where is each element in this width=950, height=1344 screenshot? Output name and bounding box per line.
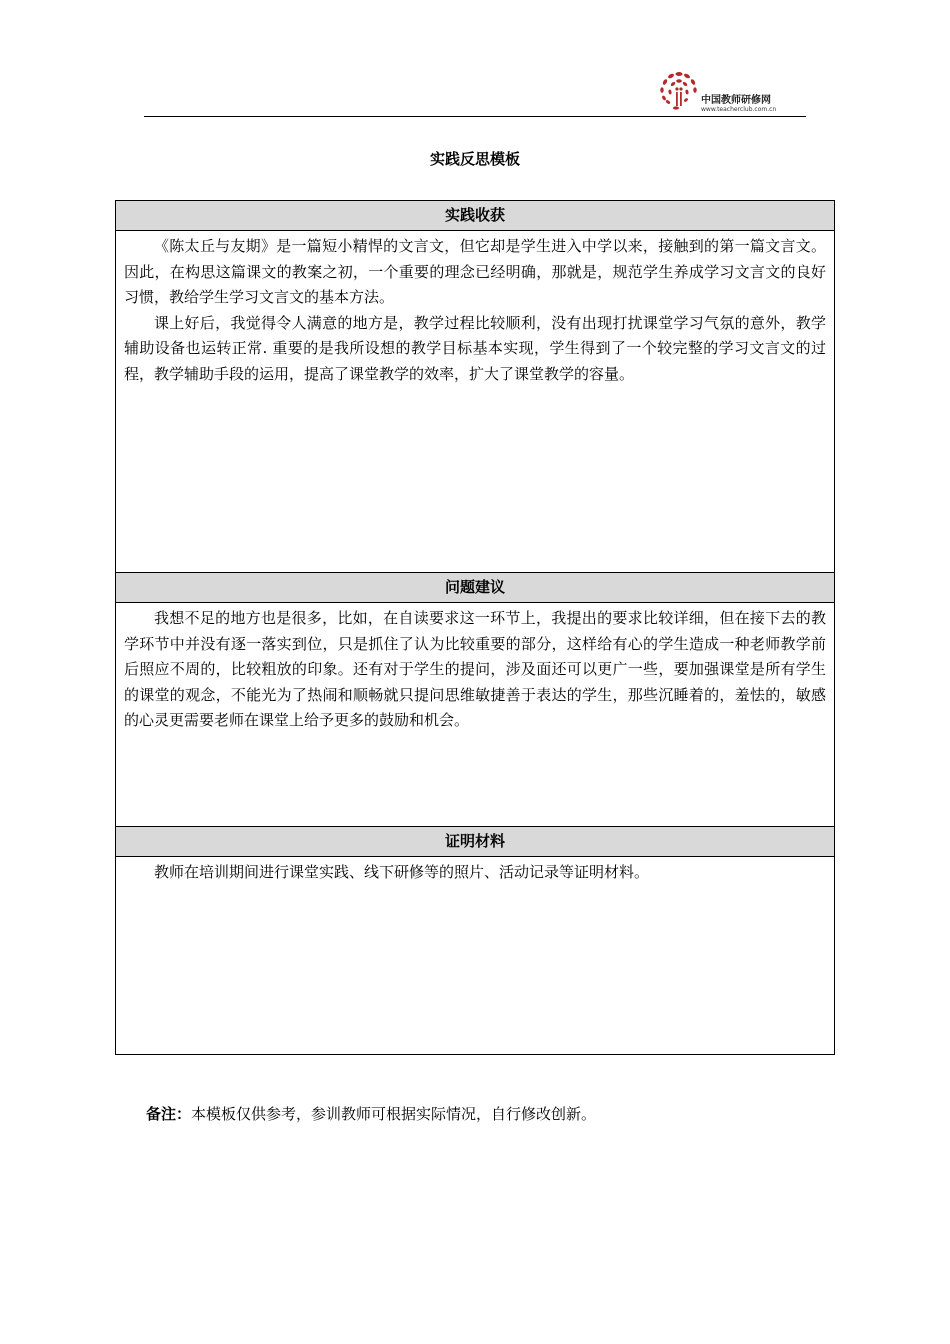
section-heading-harvest: 实践收获 bbox=[116, 201, 834, 231]
logo-flower-icon bbox=[656, 68, 702, 114]
paragraph: 《陈太丘与友期》是一篇短小精悍的文言文，但它却是学生进入中学以来，接触到的第一篇文言文。因此，在构思这篇课文的教案之初，一个重要的理念已经明确，那就是，规范学生养成学习文言文的良好习惯，教给学生学习文言文的基本方法。 bbox=[124, 237, 826, 306]
paragraph: 教师在培训期间进行课堂实践、线下研修等的照片、活动记录等证明材料。 bbox=[154, 863, 650, 881]
page-header bbox=[144, 60, 806, 117]
page-title: 实践反思模板 bbox=[429, 150, 520, 168]
logo-url: www.teacherclub.com.cn bbox=[701, 106, 777, 113]
section-heading-suggestions: 问题建议 bbox=[116, 573, 834, 603]
footnote-text: 本模板仅供参考，参训教师可根据实际情况，自行修改创新。 bbox=[191, 1105, 597, 1123]
paragraph: 我想不足的地方也是很多，比如，在自读要求这一环节上，我提出的要求比较详细，但在接下去的教学环节中并没有逐一落实到位，只是抓住了认为比较重要的部分，这样给有心的学生造成一种老师教学前后照应不周的，比较粗放的印象。还有对于学生的提问，涉及面还可以更广一些，要加强课堂是所有学生的课堂的观念，不能光为了热闹和顺畅就只提问思维敏捷善于表达的学生，那些沉睡着的，羞怯的，敏感的心灵更需要老师在课堂上给予更多的鼓励和机会。 bbox=[124, 609, 826, 729]
logo-name: 中国教师研修网 bbox=[701, 95, 771, 106]
form-table bbox=[115, 200, 835, 1055]
section-body-harvest[interactable] bbox=[116, 231, 834, 573]
logo bbox=[656, 68, 806, 114]
paragraph: 课上好后，我觉得令人满意的地方是，教学过程比较顺利，没有出现打扰课堂学习气氛的意外，教学辅助设备也运转正常. 重要的是我所设想的教学目标基本实现，学生得到了一个较完整的学习文言文的过程，教学辅助手段的运用，提高了课堂教学的效率，扩大了课堂教学的容量。 bbox=[124, 313, 826, 383]
section-heading-evidence: 证明材料 bbox=[116, 827, 834, 857]
section-body-suggestions[interactable] bbox=[116, 603, 834, 827]
section-body-evidence[interactable] bbox=[116, 857, 834, 1054]
footnote-label: 备注： bbox=[146, 1105, 192, 1123]
footnote bbox=[146, 1103, 596, 1124]
